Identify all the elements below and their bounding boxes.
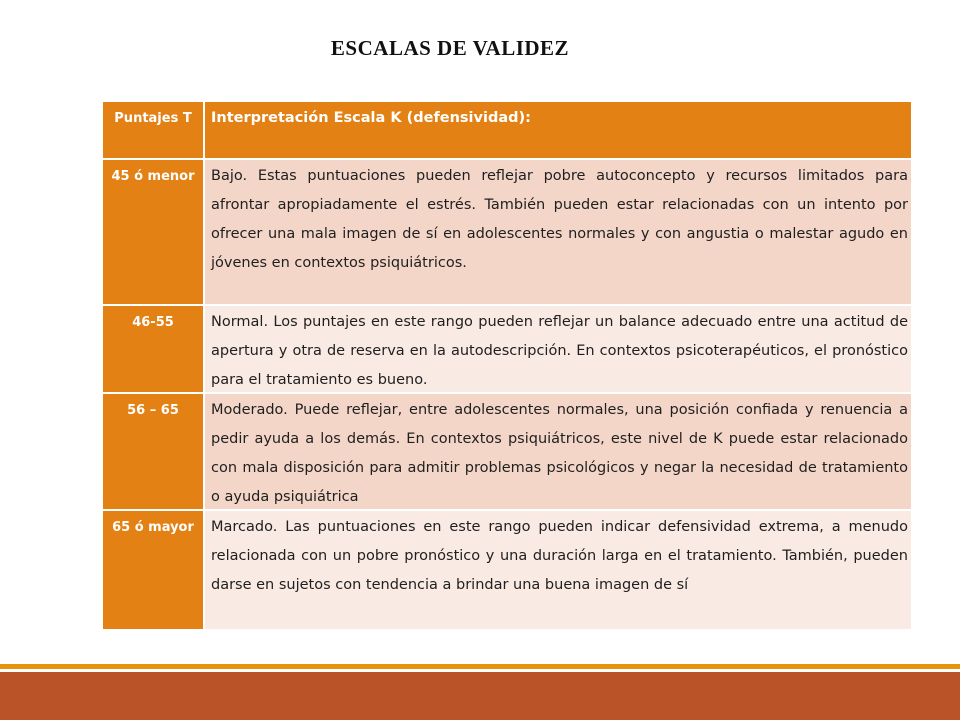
table-row <box>103 394 911 511</box>
footer-bar <box>0 672 960 720</box>
interpretation-cell: Moderado. Puede reflejar, entre adolescentes normales, una posición confiada y renuencia a pedir ayuda a los demás. En contextos psiquiátricos, este nivel de K puede estar relacionado con mala disposición para admitir problemas psicológicos y negar la necesidad de tratamiento o ayuda psiquiátrica <box>205 394 911 509</box>
table-row <box>103 511 911 631</box>
score-cell: 45 ó menor <box>103 160 205 304</box>
header-interpretation-cell: Interpretación Escala K (defensividad): <box>205 102 911 158</box>
footer-accent-line <box>0 664 960 669</box>
header-score-cell: Puntajes T <box>103 102 205 158</box>
score-cell: 65 ó mayor <box>103 511 205 629</box>
table-header-row <box>103 102 911 160</box>
score-cell: 46-55 <box>103 306 205 392</box>
interpretation-cell: Marcado. Las puntuaciones en este rango pueden indicar defensividad extrema, a menudo relacionada con un pobre pronóstico y una duración larga en el tratamiento. También, pueden darse en sujetos con tendencia a brindar una buena imagen de sí <box>205 511 911 629</box>
validity-scale-table <box>103 102 911 631</box>
interpretation-cell: Normal. Los puntajes en este rango pueden reflejar un balance adecuado entre una actitud de apertura y otra de reserva en la autodescripción. En contextos psicoterapéuticos, el pronóstico para el tratamiento es bueno. <box>205 306 911 392</box>
page-title: ESCALAS DE VALIDEZ <box>330 36 570 60</box>
table-row <box>103 160 911 306</box>
interpretation-cell: Bajo. Estas puntuaciones pueden reflejar pobre autoconcepto y recursos limitados para afrontar apropiadamente el estrés. También pueden estar relacionadas con un intento por ofrecer una mala imagen de sí en adolescentes normales y con angustia o malestar agudo en jóvenes en contextos psiquiátricos. <box>205 160 911 304</box>
score-cell: 56 – 65 <box>103 394 205 509</box>
table-row <box>103 306 911 394</box>
